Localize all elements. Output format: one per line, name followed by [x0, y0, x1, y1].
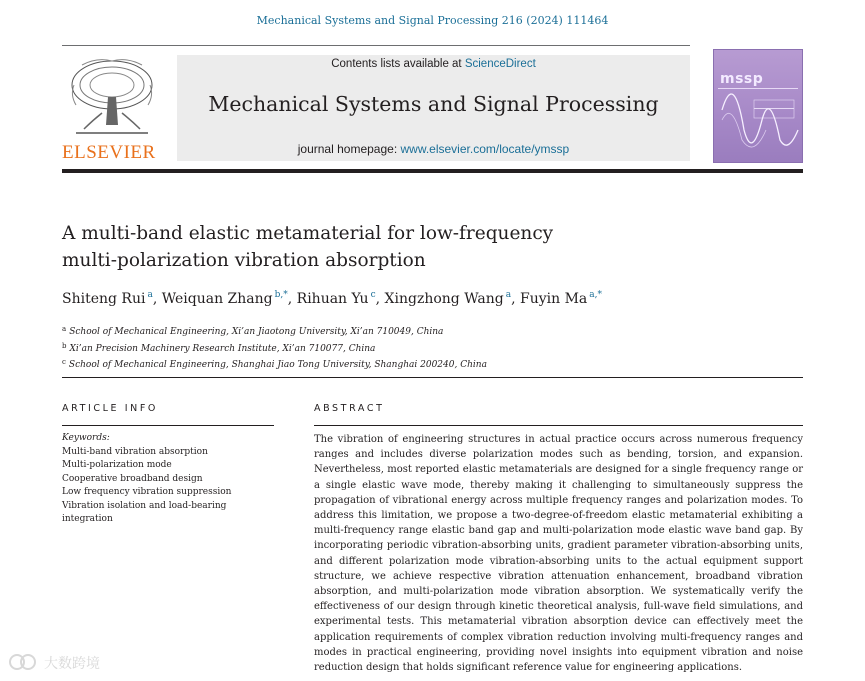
keywords-label: Keywords: — [62, 433, 110, 443]
section-divider — [62, 377, 803, 378]
affiliation-item — [62, 323, 802, 340]
keyword-item: Vibration isolation and load-bearing integration — [62, 500, 227, 524]
affiliation-text: School of Mechanical Engineering, Shanghai Jiao Tong University, Shanghai 200240, China — [68, 360, 487, 370]
keywords-block — [62, 432, 274, 527]
affiliation-text: School of Mechanical Engineering, Xi’an Jiaotong University, Xi’an 710049, China — [69, 327, 444, 337]
journal-reference[interactable]: Mechanical Systems and Signal Processing 216 (2024) 111464 — [256, 14, 609, 27]
author-affiliation-mark[interactable]: b,* — [274, 290, 288, 300]
publisher-wordmark: ELSEVIER — [62, 142, 156, 163]
homepage-link[interactable]: www.elsevier.com/locate/ymssp — [400, 142, 570, 156]
abstract-rule — [314, 425, 803, 426]
cover-title: mssp — [720, 71, 764, 87]
article-title-line-1: A multi-band elastic metamaterial for low-frequency — [62, 223, 554, 244]
article-info-heading: ARTICLE INFO — [62, 403, 159, 414]
abstract-body: The vibration of engineering structures in actual practice occurs across numerous frequency ranges and includes diverse polarization modes such as bending, torsion, and expansion. Nevertheless, most reported elastic metamaterials are designed for a single frequency range or a single elastic wave mode, thereby making it challenging to simultaneously suppress the propagation of vibrational energy across multiple frequency ranges and polarization modes. To address this limitation, we propose a two-degree-of-freedom elastic metamaterial exhibiting a multi-frequency range elastic band gap and multi-polarization mode elastic wave band gap. By incorporating periodic vibration-absorbing units, gradient parameter vibration-absorbing units, and different polarization mode vibration-absorbing units to the actual equipment support structure, we achieve respective vibration attenuation enhancement, broadband vibration absorption, and multi-polarization mode vibration absorption. We systematically verify the effectiveness of our design through kinetic theoretical analysis, full-wave field simulations, and experimental tests. This metamaterial vibration absorption device can effectively meet the application requirements of complex vibration reduction involving multi-frequency ranges and modes in practical engineering, providing novel insights into equipment vibration and noise reduction design that holds significant reference value for engineering applications. — [314, 434, 803, 674]
article-title — [62, 220, 762, 274]
author-name[interactable]: Xingzhong Wang — [384, 291, 504, 307]
publisher-logo[interactable] — [62, 55, 162, 163]
cover-waveform-icon — [714, 50, 802, 162]
watermark — [8, 650, 118, 674]
affiliation-mark: b — [62, 341, 67, 350]
affiliation-list — [62, 323, 802, 373]
sciencedirect-link[interactable]: ScienceDirect — [464, 58, 536, 70]
author-affiliation-mark[interactable]: c — [370, 290, 376, 300]
author-affiliation-mark[interactable]: a,* — [589, 290, 602, 300]
keyword-item: Cooperative broadband design — [62, 473, 203, 484]
article-title-line-2: multi-polarization vibration absorption — [62, 250, 426, 271]
author-affiliation-mark[interactable]: a — [147, 290, 153, 300]
keyword-item: Multi-band vibration absorption — [62, 446, 208, 457]
affiliation-mark: c — [62, 358, 66, 366]
journal-cover[interactable] — [713, 49, 803, 163]
author-separator: , — [511, 291, 520, 307]
watermark-logo-icon — [8, 650, 38, 674]
journal-masthead — [177, 55, 690, 161]
journal-title: Mechanical Systems and Signal Processing — [208, 92, 659, 116]
keyword-item: Low frequency vibration suppression — [62, 487, 232, 497]
author-name[interactable]: Shiteng Rui — [62, 291, 146, 307]
author-affiliation-mark[interactable]: a — [505, 290, 512, 300]
contents-availability — [177, 58, 690, 70]
abstract-heading: ABSTRACT — [314, 403, 385, 414]
author-separator: , — [287, 291, 297, 307]
author-name[interactable]: Fuyin Ma — [519, 291, 588, 307]
affiliation-item — [62, 340, 802, 357]
contents-prefix: Contents lists available at — [331, 58, 465, 70]
author-name[interactable]: Rihuan Yu — [296, 291, 369, 307]
keyword-item: Multi-polarization mode — [62, 460, 172, 470]
homepage-prefix: journal homepage: — [297, 142, 401, 156]
masthead-top-rule — [62, 45, 690, 46]
affiliation-text: Xi’an Precision Machinery Research Institute, Xi’an 710077, China — [69, 343, 376, 354]
elsevier-tree-icon — [62, 55, 162, 141]
author-separator: , — [152, 291, 162, 307]
affiliation-item — [62, 356, 802, 373]
affiliation-mark: a — [62, 325, 67, 333]
author-separator: , — [375, 291, 385, 307]
author-name[interactable]: Weiquan Zhang — [161, 291, 273, 307]
masthead-bottom-rule — [62, 169, 803, 173]
watermark-text: 大数跨境 — [44, 656, 100, 672]
article-info-rule — [62, 425, 274, 426]
journal-homepage — [177, 142, 690, 156]
author-list — [62, 290, 802, 307]
